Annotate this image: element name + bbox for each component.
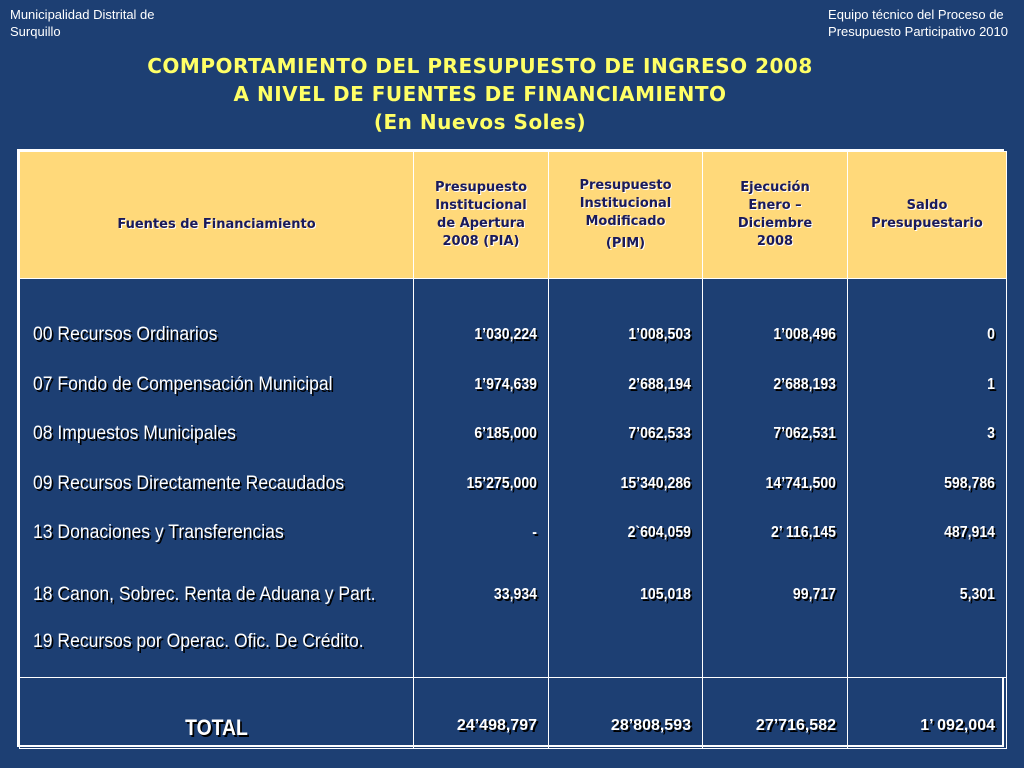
saldo-column bbox=[848, 279, 1007, 678]
col-header-pia-line1: Presupuesto bbox=[434, 180, 527, 195]
pim-column bbox=[549, 279, 703, 678]
title-line3: (En Nuevos Soles) bbox=[373, 110, 587, 134]
total-ejec: 27’716,582 bbox=[755, 717, 836, 734]
col-header-ejec-line3: Diciembre bbox=[737, 216, 813, 231]
col-header-pim-line3: Modificado bbox=[585, 214, 666, 229]
row-saldo-3: 598,786 bbox=[944, 474, 995, 492]
col-header-pim bbox=[549, 152, 703, 279]
row-pia-1: 1’974,639 bbox=[474, 375, 537, 393]
pia-column bbox=[414, 279, 549, 678]
row-name-0: 00 Recursos Ordinarios bbox=[33, 323, 218, 345]
col-header-pia-line4: 2008 (PIA) bbox=[442, 234, 520, 249]
row-pim-5: 105,018 bbox=[640, 585, 691, 603]
total-label: TOTAL bbox=[185, 715, 248, 740]
col-header-pia bbox=[414, 152, 549, 279]
row-saldo-1: 1 bbox=[987, 375, 995, 393]
row-name-1: 07 Fondo de Compensación Municipal bbox=[33, 372, 333, 395]
col-header-saldo bbox=[848, 152, 1007, 279]
row-ejec-3: 14’741,500 bbox=[765, 474, 836, 492]
total-ejec-cell bbox=[703, 678, 848, 749]
row-ejec-0: 1’008,496 bbox=[773, 326, 836, 343]
row-pim-1: 2’688,194 bbox=[628, 375, 691, 393]
row-pim-4: 2`604,059 bbox=[627, 524, 691, 541]
row-pia-5: 33,934 bbox=[493, 585, 537, 603]
col-header-pim-line1: Presupuesto bbox=[579, 178, 672, 193]
col-header-ejec-line1: Ejecución bbox=[740, 180, 810, 195]
fuentes-column bbox=[20, 279, 414, 678]
total-row bbox=[20, 678, 1007, 749]
row-name-5: 18 Canon, Sobrec. Renta de Aduana y Part. bbox=[33, 582, 376, 605]
col-header-pim-line2: Institucional bbox=[579, 196, 672, 211]
total-pia: 24’498,797 bbox=[456, 717, 537, 734]
row-pia-0: 1’030,224 bbox=[474, 326, 537, 343]
total-pim: 28’808,593 bbox=[610, 717, 691, 734]
col-header-ejec-line4: 2008 bbox=[756, 234, 794, 249]
header-institution bbox=[10, 6, 155, 40]
row-pia-2: 6’185,000 bbox=[474, 425, 537, 442]
row-saldo-4: 487,914 bbox=[944, 524, 995, 541]
col-header-fuentes bbox=[20, 152, 414, 279]
col-header-pia-line3: de Apertura bbox=[437, 216, 525, 231]
header-right-line1: Equipo técnico del Proceso de bbox=[828, 7, 1004, 22]
col-header-ejec-line2: Enero – bbox=[748, 198, 802, 213]
total-saldo: 1’ 092,004 bbox=[920, 717, 995, 734]
row-saldo-0: 0 bbox=[987, 326, 995, 343]
col-header-fuentes-label: Fuentes de Financiamiento bbox=[117, 217, 316, 232]
row-ejec-5: 99,717 bbox=[792, 585, 836, 603]
col-header-ejecucion bbox=[703, 152, 848, 279]
header-right-line2: Presupuesto Participativo 2010 bbox=[828, 24, 1008, 39]
title-line1: COMPORTAMIENTO DEL PRESUPUESTO DE INGRESO 2008 bbox=[147, 54, 813, 78]
total-pia-cell bbox=[414, 678, 549, 749]
header-left-line2: Surquillo bbox=[10, 24, 61, 39]
row-saldo-2: 3 bbox=[987, 425, 995, 442]
row-name-6: 19 Recursos por Operac. Ofic. De Crédito. bbox=[33, 629, 364, 652]
row-saldo-5: 5,301 bbox=[959, 585, 995, 603]
row-pim-0: 1’008,503 bbox=[628, 326, 691, 343]
budget-table bbox=[17, 149, 1004, 747]
row-pim-2: 7’062,533 bbox=[628, 425, 691, 442]
row-pia-4: - bbox=[532, 524, 537, 541]
col-header-pim-line4: (PIM) bbox=[605, 236, 646, 251]
col-header-saldo-line2: Presupuestario bbox=[871, 216, 983, 231]
row-ejec-4: 2’ 116,145 bbox=[771, 524, 836, 541]
header-left-line1: Municipalidad Distrital de bbox=[10, 7, 155, 22]
col-header-saldo-line1: Saldo bbox=[906, 198, 948, 213]
total-pim-cell bbox=[549, 678, 703, 749]
row-name-4: 13 Donaciones y Transferencias bbox=[33, 521, 284, 543]
row-name-3: 09 Recursos Directamente Recaudados bbox=[33, 471, 345, 494]
title-line2: A NIVEL DE FUENTES DE FINANCIAMIENTO bbox=[233, 82, 727, 106]
row-pim-3: 15’340,286 bbox=[620, 474, 691, 492]
ejecucion-column bbox=[703, 279, 848, 678]
page-title bbox=[0, 52, 960, 136]
total-saldo-cell bbox=[848, 678, 1007, 749]
total-label-cell bbox=[20, 678, 414, 749]
header-team bbox=[828, 6, 1008, 40]
row-name-2: 08 Impuestos Municipales bbox=[33, 422, 236, 444]
row-pia-3: 15’275,000 bbox=[466, 474, 537, 492]
col-header-pia-line2: Institucional bbox=[435, 198, 527, 213]
row-ejec-1: 2’688,193 bbox=[773, 375, 836, 393]
row-ejec-2: 7’062,531 bbox=[773, 425, 836, 442]
